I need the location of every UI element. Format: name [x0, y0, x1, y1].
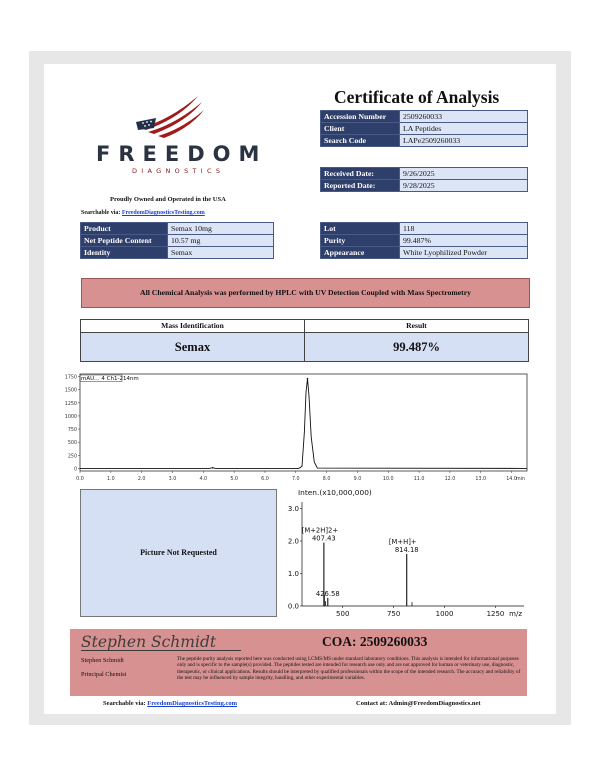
ms-ion-label: [M+H]+ [388, 538, 417, 546]
hplc-x-tick-label: 13.0 [475, 477, 487, 482]
product-label: Product [81, 223, 168, 235]
product-value: Semax 10mg [168, 223, 274, 235]
searchable-link[interactable]: FreedomDiagnosticsTesting.com [121, 210, 205, 216]
purity-label: Purity [321, 235, 400, 247]
hplc-y-tick-label: 1000 [64, 414, 77, 420]
ms-x-tick-label: 750 [386, 610, 401, 618]
signature-line [81, 650, 241, 651]
mass-table [80, 319, 529, 362]
identity-label: Identity [81, 247, 168, 259]
hplc-x-tick-label: 8.0 [322, 477, 331, 482]
ms-y-tick-label: 2.0 [287, 537, 299, 546]
hplc-plot-frame [80, 374, 527, 471]
appearance-value: White Lyophilized Powder [400, 247, 528, 259]
dates-table [320, 167, 528, 192]
purity-value: 99.487% [400, 235, 528, 247]
owned-tagline: Proudly Owned and Operated in the USA [110, 196, 226, 203]
ms-x-axis-label: m/z [509, 610, 522, 618]
accession-table [320, 110, 528, 147]
mass-header: Mass Identification [161, 321, 224, 330]
reported-date-label: Reported Date: [321, 180, 400, 192]
mass-spectrum [282, 486, 530, 622]
reported-date-value: 9/28/2025 [400, 180, 528, 192]
hplc-peak-point [307, 378, 309, 380]
hplc-x-tick-label: 6.0 [261, 477, 269, 482]
ms-y-tick-label: 3.0 [287, 505, 299, 513]
result-value: 99.487% [304, 333, 528, 361]
hplc-y-tick-label: 250 [67, 454, 77, 460]
searchable-line [81, 210, 205, 216]
logo-wordmark: FREEDOM [96, 142, 268, 166]
ms-title: Inten.(x10,000,000) [298, 488, 372, 497]
hplc-x-tick-label: 11.0 [413, 477, 425, 482]
hplc-x-tick-label: 4.0 [199, 477, 208, 482]
page-title: Certificate of Analysis [334, 87, 500, 107]
ms-peak-label: 814.18 [394, 546, 419, 554]
net-peptide-value: 10.57 mg [168, 235, 274, 247]
chemist-role: Principal Chemist [81, 671, 127, 678]
ms-peak-label: 407.43 [311, 534, 336, 543]
searchable-label: Searchable via: [81, 210, 121, 216]
net-peptide-label: Net Peptide Content [81, 235, 168, 247]
coa-number: COA: 2509260033 [322, 634, 428, 649]
chemist-name: Stephen Schmidt [81, 657, 124, 664]
hplc-peak-point [212, 467, 214, 469]
logo-subtitle: DIAGNOSTICS [132, 167, 225, 175]
hplc-x-tick-label: 9.0 [353, 477, 362, 482]
accession-value: 2509260033 [400, 111, 528, 123]
search-code-label: Search Code [321, 135, 400, 147]
picture-placeholder: Picture Not Requested [80, 489, 277, 617]
accession-label: Accession Number [321, 111, 400, 123]
ms-x-tick-label: 1250 [486, 610, 505, 618]
hplc-x-tick-label: 1.0 [107, 477, 115, 482]
client-label: Client [321, 123, 400, 135]
ms-x-tick-label: 1000 [435, 610, 454, 618]
lot-value: 118 [400, 223, 528, 235]
logo-swoosh-icon [136, 92, 206, 138]
hplc-x-tick-label: 7.0 [291, 477, 300, 482]
ms-y-tick-label: 1.0 [287, 570, 299, 578]
footer-searchable-link[interactable]: FreedomDiagnosticsTesting.com [147, 700, 238, 707]
hplc-x-tick-label: 3.0 [168, 477, 177, 482]
hplc-x-tick-label: 0.0 [76, 477, 84, 482]
disclaimer-text: The peptide purity analysis reported here was conducted using LCMS/MS under standard laboratory conditions. This analysis is intended for informational purposes only and is specific to the sample(s) provided. The peptides tested are intended for research use only and are not approved for human or veterinary use, diagnostic, therapeutic, or clinical applications. Results should be interpreted by qualified professionals within the scope of the intended research. The accuracy and reliability of the test may be influenced by sample integrity, handling, and other experimental variables. [177, 656, 521, 681]
ms-y-tick-label: 0.0 [287, 602, 299, 611]
hplc-y-tick-label: 1250 [64, 401, 77, 407]
ms-peak-label: 426.58 [315, 589, 340, 598]
footer-searchable [103, 700, 237, 707]
product-table [80, 222, 274, 259]
search-code-value: LAPe2509260033 [400, 135, 528, 147]
hplc-x-axis-label: min [515, 477, 525, 482]
lot-label: Lot [321, 223, 400, 235]
received-date-label: Received Date: [321, 168, 400, 180]
hplc-chromatogram [62, 366, 532, 484]
appearance-label: Appearance [321, 247, 400, 259]
hplc-y-tick-label: 750 [67, 428, 77, 434]
lot-table [320, 222, 528, 259]
hplc-y-tick-label: 500 [67, 441, 77, 447]
ms-ion-label: [M+2H]2+ [301, 526, 339, 535]
hplc-x-tick-label: 14.0 [506, 477, 517, 482]
hplc-y-tick-label: 1500 [64, 388, 77, 394]
signature-script: Stephen Schmidt [81, 633, 217, 651]
result-header: Result [304, 320, 528, 332]
hplc-x-tick-label: 12.0 [444, 477, 456, 482]
identity-value: Semax [168, 247, 274, 259]
hplc-y-tick-label: 0 [73, 467, 77, 473]
footer-searchable-label: Searchable via: [103, 700, 146, 707]
footer-contact: Contact at: Admin@FreedomDiagnostics.net [356, 700, 481, 707]
received-date-value: 9/26/2025 [400, 168, 528, 180]
hplc-x-tick-label: 5.0 [230, 477, 238, 482]
hplc-x-tick-label: 2.0 [137, 477, 146, 482]
hplc-x-tick-label: 10.0 [382, 477, 394, 482]
method-banner: All Chemical Analysis was performed by HPLC with UV Detection Coupled with Mass Spectrometry [81, 278, 530, 308]
client-value: LA Peptides [400, 123, 528, 135]
hplc-legend: mAU… 4 Ch1-214nm [81, 376, 139, 382]
mass-value: Semax [174, 340, 211, 354]
ms-x-tick-label: 500 [336, 610, 350, 618]
hplc-y-tick-label: 1750 [64, 375, 77, 381]
